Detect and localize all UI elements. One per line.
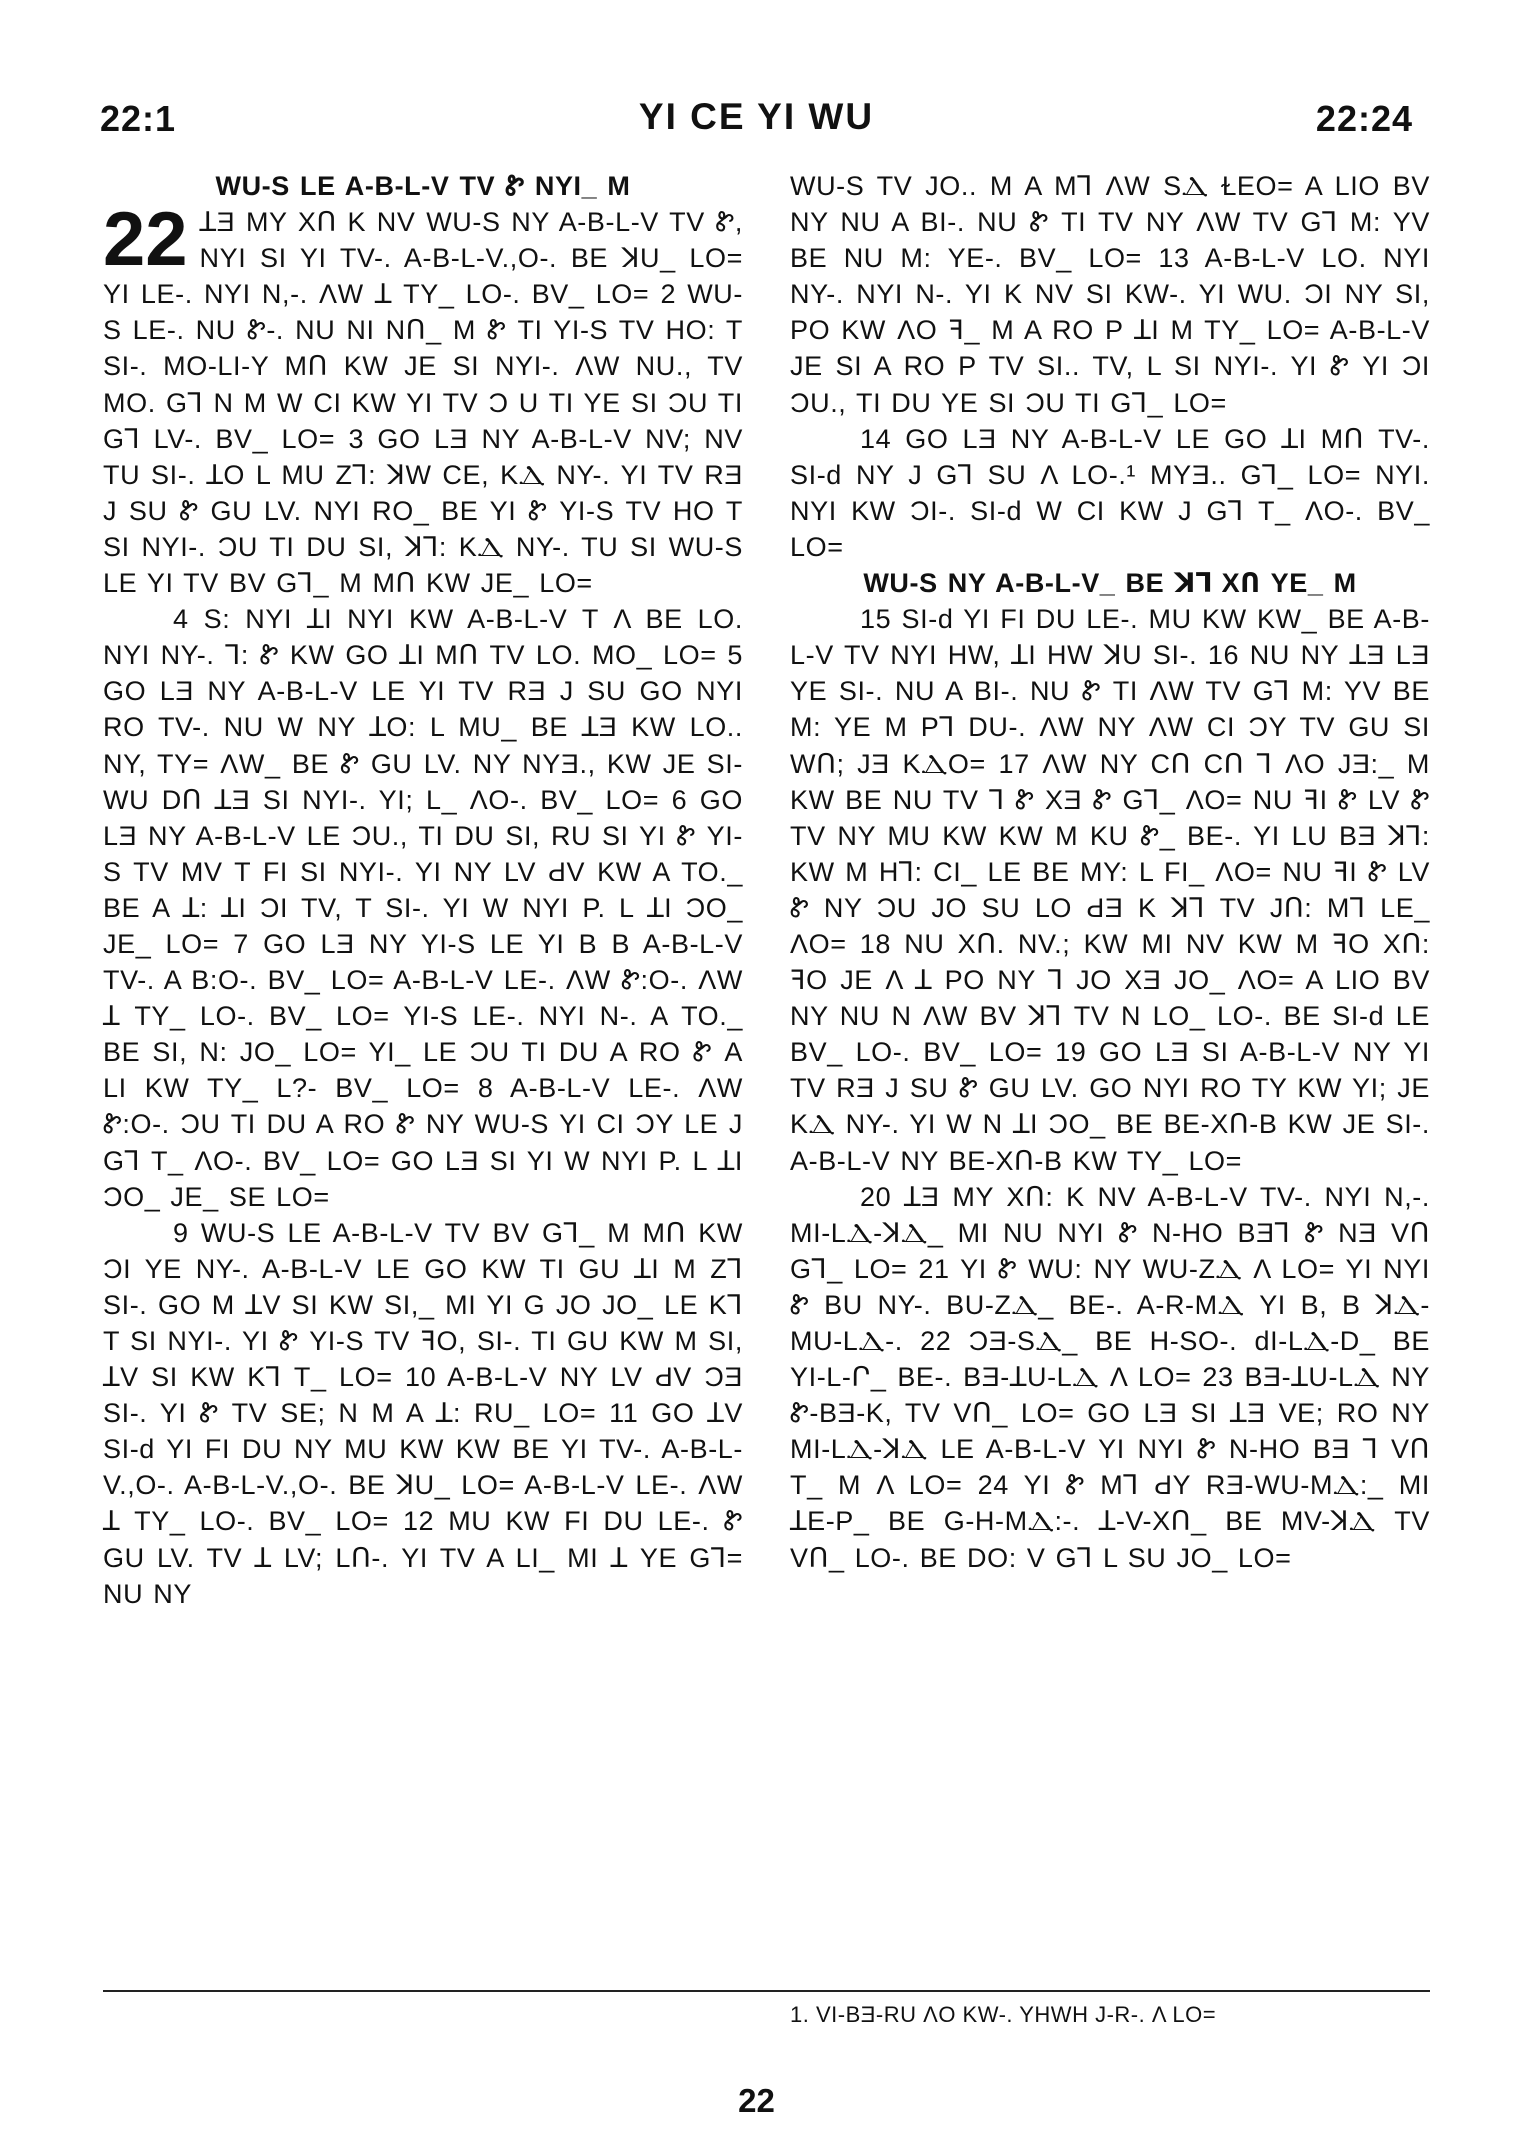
footnote: 1. VI-BƎ-RU ΛO KW-. YHWH J-R-. Λ LO= xyxy=(790,2002,1217,2027)
right-column xyxy=(790,168,1430,1576)
paragraph xyxy=(103,197,743,601)
paragraph: 14 GO LƎ NY A-B-L-V LE GO ꓕI MՈ TV-. SI-d NY J Gꓶ SU Λ LO-.¹ MYƎ.. Gꓶ_ LO= NYI. NYI KW ƆI-. SI-d W CI KW J Gꓶ T_ ΛO-. BV_ LO= xyxy=(790,423,1430,562)
paragraph: 9 WU-S LE A-B-L-V TV BV Gꓶ_ M MՈ KW ƆI YE NY-. A-B-L-V LE GO KW TI GU ꓕI M Zꓶ SI-. GO M ꓕV SI KW SI,_ MI YI G JO JO_ LE Kꓶ T SI NYI-. YI Ꮡ YI-S TV ꟻO, SI-. TI GU KW M SI, ꓕV SI KW Kꓶ T_ LO= 10 A-B-L-V NY LV ԀV ƆƎ SI-. YI Ꮡ TV SE; N M A ꓕ: RU_ LO= 11 GO ꓕV SI-d YI FI DU NY MU KW KW BE YI TV-. A-B-L-V.,O-. A-B-L-V.,O-. BE ꓘU_ LO= A-B-L-V LE-. ΛW ꓕ TY_ LO-. BV_ LO= 12 MU KW FI DU LE-. Ꮡ GU LV. TV ꓕ LV; LՈ-. YI TV A LI_ MI ꓕ YE Gꓶ= NU NY xyxy=(103,1217,743,1609)
section-heading: WU-S NY A-B-L-V_ BE ꓘꓶ XՈ YE_ M xyxy=(863,568,1357,599)
header-right-reference: 22:24 xyxy=(1315,98,1413,139)
paragraph: 15 SI-d YI FI DU LE-. MU KW KW_ BE A-B-L-V TV NYI HW, ꓕI HW ꓘU SI-. 16 NU NY ꓕƎ LƎ YE SI-. NU A BI-. NU Ꮡ TI ΛW TV Gꓶ M: YV BE M: YE M Pꓶ DU-. ΛW NY ΛW CI ƆY TV GU SI WՈ; JƎ KⲆO= 17 ΛW NY CՈ CՈ ꓶ ΛO JƎ:_ M KW BE NU TV ꓶ Ꮡ XƎ Ꮡ Gꓶ_ ΛO= NU ꟻI Ꮡ LV Ꮡ TV NY MU KW KW M KU Ꮡ_ BE-. YI LU BƎ ꓘꓶ: KW M Hꓶ: CI_ LE BE MY: L FI_ ΛO= NU ꟻI Ꮡ LV Ꮡ NY ƆU JO SU LO ԀƎ K ꓘꓶ TV JՈ: Mꓶ LE_ ΛO= 18 NU XՈ. NV.; KW MI NV KW M ꟻO XՈ: ꟻO JE Λ ꓕ PO NY ꓶ JO XƎ JO_ ΛO= A LIO BV NY NU N ΛW BV ꓘꓶ TV N LO_ LO-. BE SI-d LE BV_ LO-. BV_ LO= 19 GO LƎ SI A-B-L-V NY YI TV RƎ J SU Ꮡ GU LV. GO NYI RO TY KW YI; JE KⲆ NY-. YI W N ꓕI ƆO_ BE BE-XՈ-B KW JE SI-. A-B-L-V NY BE-XՈ-B KW TY_ LO= xyxy=(790,604,1430,1176)
left-column xyxy=(103,168,743,1612)
page-number: 22 xyxy=(738,2082,775,2119)
paragraph: 20 ꓕƎ MY XՈ: K NV A-B-L-V TV-. NYI N,-. MI-LⲆ-ꓘⲆ_ MI NU NYI Ꮡ N-HO BƎꓶ Ꮡ NƎ VՈ Gꓶ_ LO= 21 YI Ꮡ WU: NY WU-ZⲆ Λ LO= YI NYI Ꮡ BU NY-. BU-ZⲆ_ BE-. A-R-MⲆ YI B, B ꓘⲆ-MU-LⲆ-. 22 ƆƎ-SⲆ_ BE H-SO-. dI-LⲆ-D_ BE YI-L-Ր_ BE-. BƎ-ꓕU-LⲆ Λ LO= 23 BƎ-ꓕU-LⲆ NY Ꮡ-BƎ-K, TV VՈ_ LO= GO LƎ SI ꓕƎ VE; RO NY MI-LⲆ-ꓘⲆ LE A-B-L-V YI NYI Ꮡ N-HO BƎ ꓶ VՈ T_ M Λ LO= 24 YI Ꮡ Mꓶ ԀY RƎ-WU-MⲆ:_ MI ꓕE-P_ BE G-H-MⲆ:-. ꓕ-V-XՈ_ BE MV-ꓘⲆ TV VՈ_ LO-. BE DO: V Gꓶ L SU JO_ LO= xyxy=(790,1181,1430,1573)
footnote-divider xyxy=(103,1990,1430,1992)
paragraph: WU-S TV JO.. M A Mꓶ ΛW SⲆ ⱢEO= A LIO BV NY NU A BI-. NU Ꮡ TI TV NY ΛW TV Gꓶ M: YV BE NU M: YE-. BV_ LO= 13 A-B-L-V LO. NYI NY-. NYI N-. YI K NV SI KW-. YI WU. ƆI NY SI, PO KW ΛO ꟻ_ M A RO P ꓕI M TY_ LO= A-B-L-V JE SI A RO P TV SI.. TV, L SI NYI-. YI Ꮡ YI ƆI ƆU., TI DU YE SI ƆU TI Gꓶ_ LO= xyxy=(790,171,1430,418)
header-book-title: YI CE YI WU xyxy=(638,96,875,137)
paragraph: 4 S: NYI ꓕI NYI KW A-B-L-V T Λ BE LO. NYI NY-. ꓶ: Ꮡ KW GO ꓕI MՈ TV LO. MO_ LO= 5 GO LƎ NY A-B-L-V LE YI TV RƎ J SU GO NYI RO TV-. NU W NY ꓕO: L MU_ BE ꓕƎ KW LO.. NY, TY= ΛW_ BE Ꮡ GU LV. NY NYƎ., KW JE SI- WU DՈ ꓕƎ SI NYI-. YI; L_ ΛO-. BV_ LO= 6 GO LƎ NY A-B-L-V LE ƆU., TI DU SI, RU SI YI Ꮡ YI-S TV MV T FI SI NYI-. YI NY LV ԀV KW A TO._ BE A ꓕ: ꓕI ƆI TV, T SI-. YI W NYI P. L ꓕI ƆO_ JE_ LO= 7 GO LƎ NY YI-S LE YI B B A-B-L-V TV-. A B:O-. BV_ LO= A-B-L-V LE-. ΛW Ꮡ:O-. ΛW ꓕ TY_ LO-. BV_ LO= YI-S LE-. NYI N-. A TO._ BE SI, N: JO_ LO= YI_ LE ƆU TI DU A RO Ꮡ A LI KW TY_ L?- BV_ LO= 8 A-B-L-V LE-. ΛW Ꮡ:O-. ƆU TI DU A RO Ꮡ NY WU-S YI CI ƆY LE J Gꓶ T_ ΛO-. BV_ LO= GO LƎ SI YI W NYI P. L ꓕI ƆO_ JE_ SE LO= xyxy=(103,604,743,1212)
chapter-number: 22 xyxy=(103,197,188,283)
section-heading: WU-S LE A-B-L-V TV Ꮡ NYI_ M xyxy=(215,171,631,201)
paragraph-text: ꓕƎ MY XՈ K NV WU-S NY A-B-L-V TV Ꮡ, NYI SI YI TV-. A-B-L-V.,O-. BE ꓘU_ LO= YI LE-. NYI N,-. ΛW ꓕ TY_ LO-. BV_ LO= 2 WU-S LE-. NU Ꮡ-. NU NI NՈ_ M Ꮡ TI YI-S TV HO: T SI-. MO-LI-Y MՈ KW JE SI NYI-. ΛW NU., TV MO. Gꓶ N M W CI KW YI TV Ɔ U TI YE SI ƆU TI Gꓶ LV-. BV_ LO= 3 GO LƎ NY A-B-L-V NV; NV TU SI-. ꓕO L MU Zꓶ: ꓘW CE, KⲆ NY-. YI TV RƎ J SU Ꮡ GU LV. NYI RO_ BE YI Ꮡ YI-S TV HO T SI NYI-. ƆU TI DU SI, ꓘꓶ: KⲆ NY-. TU SI WU-S LE YI TV BV Gꓶ_ M MՈ KW JE_ LO= xyxy=(103,207,743,599)
header-left-reference: 22:1 xyxy=(100,98,177,139)
